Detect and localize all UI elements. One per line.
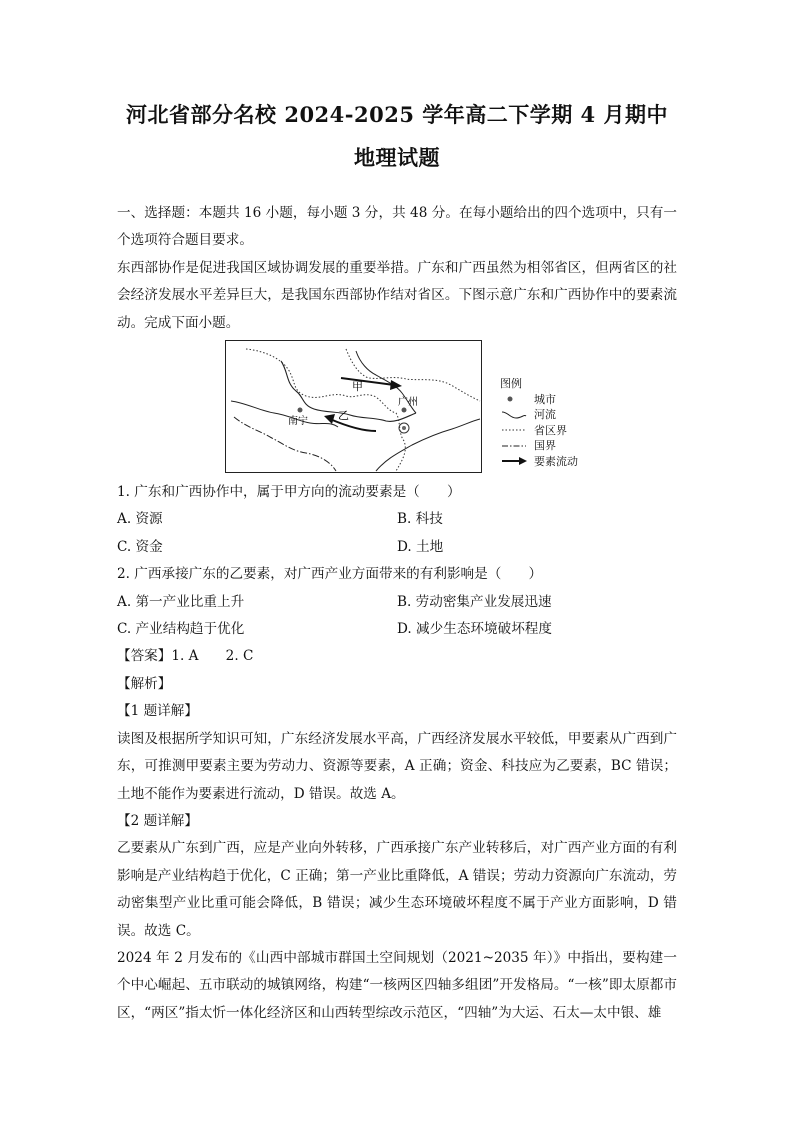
question-1-stem: 1. 广东和广西协作中，属于甲方向的流动要素是（ ） [117, 484, 461, 501]
analysis-label: 【解析】 [117, 675, 172, 692]
province-boundary-icon [500, 423, 528, 437]
legend-river: 河流 [500, 407, 578, 423]
question-1-options-row-2 [117, 534, 677, 561]
legend-national-border: 国界 [500, 438, 578, 454]
map-figure [117, 340, 677, 475]
national-border-icon [500, 439, 528, 453]
q1-option-d: D. 土地 [397, 538, 444, 555]
q2-option-d: D. 减少生态环境破坏程度 [397, 621, 552, 638]
city-nanning-dot [298, 408, 303, 413]
q2-option-b: B. 劳动密集产业发展迅速 [397, 593, 552, 610]
province-boundary [246, 349, 405, 471]
answer-line: 【答案】1. A 2. C [117, 648, 254, 665]
city-guangzhou-dot [402, 408, 407, 413]
map-label-guangzhou: 广州 [398, 397, 418, 409]
map-label-nanning: 南宁 [288, 416, 308, 428]
map-image [225, 340, 482, 473]
q1-option-a: A. 资源 [117, 511, 163, 528]
flow-arrow-icon [500, 454, 528, 468]
flow-arrow-yi [330, 419, 376, 431]
detail-2-label: 【2 题详解】 [117, 812, 198, 829]
legend-flow: 要素流动 [500, 454, 578, 470]
river [231, 401, 338, 427]
question-2-stem: 2. 广西承接广东的乙要素，对广西产业方面带来的有利影响是（ ） [117, 566, 543, 583]
legend-city: 城市 [500, 392, 578, 408]
q2-option-a: A. 第一产业比重上升 [117, 593, 245, 610]
city-icon [500, 392, 528, 406]
flow-arrow-jia-head [390, 380, 402, 390]
detail-2-text: 乙要素从广东到广西，应是产业向外转移，广西承接广东产业转移后，对广西产业方面的有利影响是产业结构趋于优化，C 正确；第一产业比重降低，A 错误；劳动力资源向广东流动，劳动密集型产业比重可能会降低，B 错误；减少生态环境破坏程度不属于产业方面影响，D 错误。故选 C。 [117, 840, 677, 939]
passage-1: 东西部协作是促进我国区域协调发展的重要举措。广东和广西虽然为相邻省区，但两省区的社会经济发展水平差异巨大，是我国东西部协作结对省区。下图示意广东和广西协作中的要素流动。完成下面小题。 [117, 259, 677, 331]
question-2-options-row-1 [117, 589, 677, 616]
question-2-options-row-2 [117, 616, 677, 643]
river-icon [500, 408, 528, 422]
map-label-yi: 乙 [338, 409, 349, 423]
map-drawing [226, 341, 481, 472]
section-heading: 一、选择题：本题共 16 小题，每小题 3 分，共 48 分。在每小题给出的四个选项中，只有一个选项符合题目要求。 [117, 205, 677, 249]
q1-option-c: C. 资金 [117, 538, 163, 555]
passage-2: 2024 年 2 月发布的《山西中部城市群国土空间规划（2021~2035 年）》中指出，要构建一个中心崛起、五市联动的城镇网络，构建“一核两区四轴多组团”开发格局。“一核”即太原都市区，“两区”指太忻一体化经济区和山西转型综改示范区，“四轴”为大运、石太—太中银、雄 [117, 949, 677, 1021]
coastline [376, 419, 480, 471]
map-legend [500, 376, 578, 469]
flow-arrow-yi-head [324, 414, 335, 424]
flow-arrow-jia [341, 378, 394, 385]
legend-title: 图例 [500, 377, 522, 391]
province-boundary-north [346, 349, 480, 401]
q1-option-b: B. 科技 [397, 511, 443, 528]
national-border [234, 417, 336, 471]
legend-province-boundary: 省区界 [500, 423, 578, 439]
detail-1-text: 读图及根据所学知识可知，广东经济发展水平高，广西经济发展水平较低，甲要素从广西到广东，可推测甲要素主要为劳动力、资源等要素，A 正确；资金、科技应为乙要素，BC 错误；土地不能作为要素进行流动，D 错误。故选 A。 [117, 730, 677, 802]
detail-1-label: 【1 题详解】 [117, 703, 198, 720]
document-subtitle: 地理试题 [354, 145, 440, 170]
q2-option-c: C. 产业结构趋于优化 [117, 621, 245, 638]
document-body [117, 200, 677, 1027]
map-label-jia: 甲 [352, 380, 363, 394]
question-1-options-row-1 [117, 506, 677, 533]
document-title: 河北省部分名校 2024-2025 学年高二下学期 4 月期中 [126, 102, 668, 127]
